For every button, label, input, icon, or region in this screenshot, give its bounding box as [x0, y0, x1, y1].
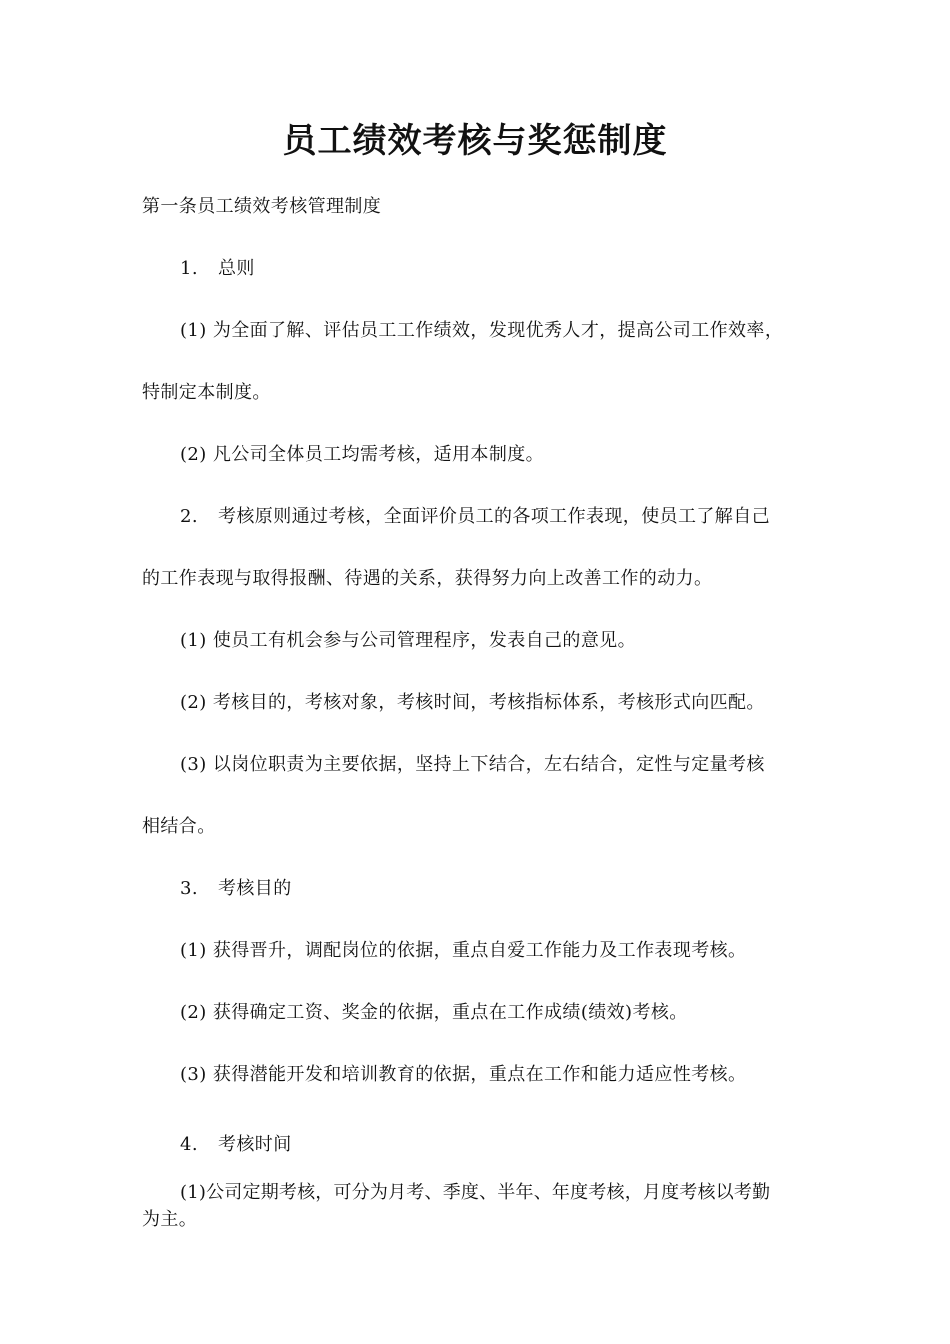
section-number: 3.: [180, 878, 198, 899]
paragraph-line: (2) 获得确定工资、奖金的依据，重点在工作成绩(绩效)考核。: [180, 1002, 688, 1023]
paragraph-line: (1)公司定期考核，可分为月考、季度、半年、年度考核，月度考核以考勤: [180, 1182, 771, 1203]
section-number: 4.: [180, 1134, 198, 1155]
section-heading-1: [180, 257, 255, 281]
section-number: 2.: [180, 506, 198, 527]
section-title: 总则: [218, 258, 255, 279]
section-heading-4: [180, 1133, 292, 1157]
paragraph-line: (3) 获得潜能开发和培训教育的依据，重点在工作和能力适应性考核。: [180, 1064, 747, 1085]
paragraph-line: (1) 使员工有机会参与公司管理程序，发表自己的意见。: [180, 630, 637, 651]
section-heading-3: [180, 877, 292, 901]
section-title: 考核原则通过考核，全面评价员工的各项工作表现，使员工了解自己: [218, 506, 770, 527]
section-number: 1.: [180, 258, 198, 279]
paragraph-line: (1) 为全面了解、评估员工工作绩效，发现优秀人才，提高公司工作效率，: [180, 320, 784, 341]
paragraph-line: (2) 考核目的，考核对象，考核时间，考核指标体系，考核形式向匹配。: [180, 692, 765, 713]
paragraph-line: 特制定本制度。: [142, 382, 271, 403]
section-title: 考核时间: [218, 1134, 292, 1155]
paragraph-line: (2) 凡公司全体员工均需考核，适用本制度。: [180, 444, 545, 465]
article-heading: 第一条员工绩效考核管理制度: [142, 196, 382, 217]
paragraph-line: (1) 获得晋升，调配岗位的依据，重点自爱工作能力及工作表现考核。: [180, 940, 747, 961]
paragraph-line: (3) 以岗位职责为主要依据，坚持上下结合，左右结合，定性与定量考核: [180, 754, 765, 775]
paragraph-line: 的工作表现与取得报酬、待遇的关系，获得努力向上改善工作的动力。: [142, 568, 713, 589]
section-title: 考核目的: [218, 878, 292, 899]
paragraph-line: 为主。: [142, 1209, 198, 1230]
section-heading-2: [180, 505, 770, 529]
paragraph-line: 相结合。: [142, 816, 216, 837]
document-title: 员工绩效考核与奖惩制度: [282, 121, 668, 161]
